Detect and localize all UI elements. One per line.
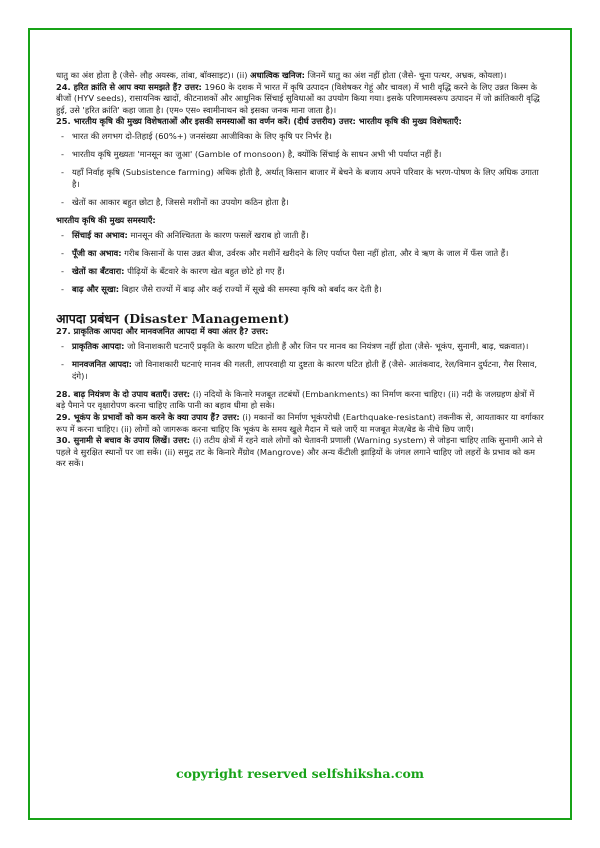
question-25-heading: 25. भारतीय कृषि की मुख्य विशेषताओं और इसकी समस्याओं का वर्णन करें। (दीर्घ उत्तरीय) उत्तर: भारतीय कृषि की मुख्य विशेषताएँ: bbox=[56, 116, 462, 127]
agriculture-problems-list bbox=[56, 230, 544, 296]
list-item bbox=[56, 266, 544, 278]
list-item-term: खेतों का बँटवारा: bbox=[72, 265, 125, 276]
list-item-text: जो विनाशकारी घटनाएं मानव की गलती, लापरवाही या दुष्टता के कारण घटित होती हैं (जैसे- आतंकवाद, रेल/विमान दुर्घटना, गैस रिसाव, दंगे)। bbox=[72, 359, 538, 381]
problems-heading: भारतीय कृषि की मुख्य समस्याएँ: bbox=[56, 214, 156, 225]
question-24 bbox=[56, 82, 544, 117]
intro-bold-term: अधात्विक खनिज: bbox=[250, 70, 305, 80]
intro-text-2: जिनमें धातु का अंश नहीं होता (जैसे- चूना पत्थर, अभ्रक, कोयला)। bbox=[304, 70, 507, 80]
question-30-answer: (i) तटीय क्षेत्रों में रहने वाले लोगों को चेतावनी प्रणाली (Warning system) से जोड़ना चाहिए ताकि सुनामी आने से पहले वे सुरक्षित स्थानों पर जा सकें। (ii) समुद्र तट के किनारे मैंग्रोव (Mangrove) और अन्य कँटीली झाड़ियों के जंगल लगाने चाहिए जो लहरों के प्रभाव को कम कर सकें। bbox=[56, 435, 543, 469]
list-item bbox=[56, 248, 544, 260]
list-item: - भारत की लगभग दो-तिहाई (60%+) जनसंख्या आजीविका के लिए कृषि पर निर्भर है। bbox=[56, 131, 544, 143]
question-28-heading: 28. बाढ़ नियंत्रण के दो उपाय बताएँ। उत्तर: bbox=[56, 388, 191, 399]
list-item: - खेतों का आकार बहुत छोटा है, जिससे मशीनों का उपयोग कठिन होता है। bbox=[56, 197, 544, 209]
list-item-term: बाढ़ और सूखा: bbox=[72, 283, 120, 294]
list-item: - यहाँ निर्वाह कृषि (Subsistence farming) अधिक होती है, अर्थात् किसान बाजार में बेचने के बजाय अपने परिवार के भरण-पोषण के लिए अधिक उगाता है। bbox=[56, 167, 544, 190]
question-27-heading: 27. प्राकृतिक आपदा और मानवजनित आपदा में क्या अंतर है? उत्तर: bbox=[56, 326, 269, 337]
list-item: - भारतीय कृषि मुख्यतः 'मानसून का जुआ' (Gamble of monsoon) है, क्योंकि सिंचाई के साधन अभी भी पर्याप्त नहीं हैं। bbox=[56, 149, 544, 161]
disaster-types-list bbox=[56, 341, 544, 382]
list-item-text: गरीब किसानों के पास उन्नत बीज, उर्वरक और मशीनें खरीदने के लिए पर्याप्त पैसा नहीं होता, और वे ऋण के जाल में फँस जाते हैं। bbox=[121, 247, 509, 258]
question-28-answer: (i) नदियों के किनारे मजबूत तटबंधों (Embankments) का निर्माण करना चाहिए। (ii) नदी के जलग्रहण क्षेत्रों में बड़े पैमाने पर वृक्षारोपण करना चाहिए ताकि पानी का बहाव धीमा हो सके। bbox=[56, 388, 535, 411]
question-29 bbox=[56, 412, 544, 435]
list-item bbox=[56, 284, 544, 296]
intro-paragraph bbox=[56, 70, 544, 82]
list-item-text: बिहार जैसे राज्यों में बाढ़ और कई राज्यों में सूखे की समस्या कृषि को बर्बाद कर देती है। bbox=[119, 283, 382, 294]
question-29-heading: 29. भूकंप के प्रभावों को कम करने के क्या उपाय हैं? उत्तर: bbox=[56, 411, 240, 422]
document-body bbox=[56, 70, 544, 470]
intro-text-1: धातु का अंश होता है (जैसे- लौह अयस्क, तांबा, बॉक्साइट)। (ii) bbox=[56, 70, 251, 80]
list-item-term: मानवजनित आपदा: bbox=[72, 359, 132, 370]
copyright-footer: copyright reserved selfshiksha.com bbox=[175, 766, 425, 781]
question-24-heading: 24. हरित क्रांति से आप क्या समझते हैं? उत्तर: bbox=[56, 81, 202, 92]
question-30 bbox=[56, 435, 544, 470]
list-item-text: जो विनाशकारी घटनाएँ प्रकृति के कारण घटित होती हैं और जिन पर मानव का नियंत्रण नहीं होता (जैसे- भूकंप, सुनामी, बाढ़, चक्रवात)। bbox=[124, 341, 529, 351]
list-item bbox=[56, 341, 544, 353]
list-item bbox=[56, 230, 544, 242]
list-item-term: पूँजी का अभाव: bbox=[72, 247, 122, 258]
question-30-heading: 30. सुनामी से बचाव के उपाय लिखें। उत्तर: bbox=[56, 435, 191, 446]
list-item-term: प्राकृतिक आपदा: bbox=[72, 341, 125, 351]
agriculture-features-list bbox=[56, 131, 544, 208]
question-24-answer: 1960 के दशक में भारत में कृषि उत्पादन (विशेषकर गेहूं और चावल) में भारी वृद्धि करने के लिए उन्नत किस्म के बीजों (HYV seeds), रासायनिक खादों, कीटनाशकों और आधुनिक सिंचाई सुविधाओं का उपयोग किया गया। इसके परिणामस्वरूप उत्पादन में जो क्रांतिकारी वृद्धि हुई, उसे 'हरित क्रांति' कहा जाता है। (एम० एस० स्वामीनाथन को इसका जनक माना जाता है)। bbox=[56, 81, 540, 115]
question-28 bbox=[56, 389, 544, 412]
section-title: आपदा प्रबंधन (Disaster Management) bbox=[56, 311, 290, 327]
list-item-text: मानसून की अनिश्चितता के कारण फसलें खराब हो जाती हैं। bbox=[127, 229, 309, 240]
question-27 bbox=[56, 326, 544, 338]
list-item-term: सिंचाई का अभाव: bbox=[72, 229, 128, 240]
question-25 bbox=[56, 116, 544, 128]
question-29-answer: (i) मकानों का निर्माण भूकंपरोधी (Earthquake-resistant) तकनीक से, आयताकार या वर्गाकार रूप में करना चाहिए। (ii) लोगों को जागरूक करना चाहिए कि भूकंप के समय खुले मैदान में चले जाएँ या मजबूत मेज/बेड के नीचे छिप जाएँ। bbox=[56, 411, 544, 434]
list-item-text: पीढ़ियों के बँटवारे के कारण खेत बहुत छोटे हो गए हैं। bbox=[124, 265, 285, 276]
list-item bbox=[56, 359, 544, 382]
